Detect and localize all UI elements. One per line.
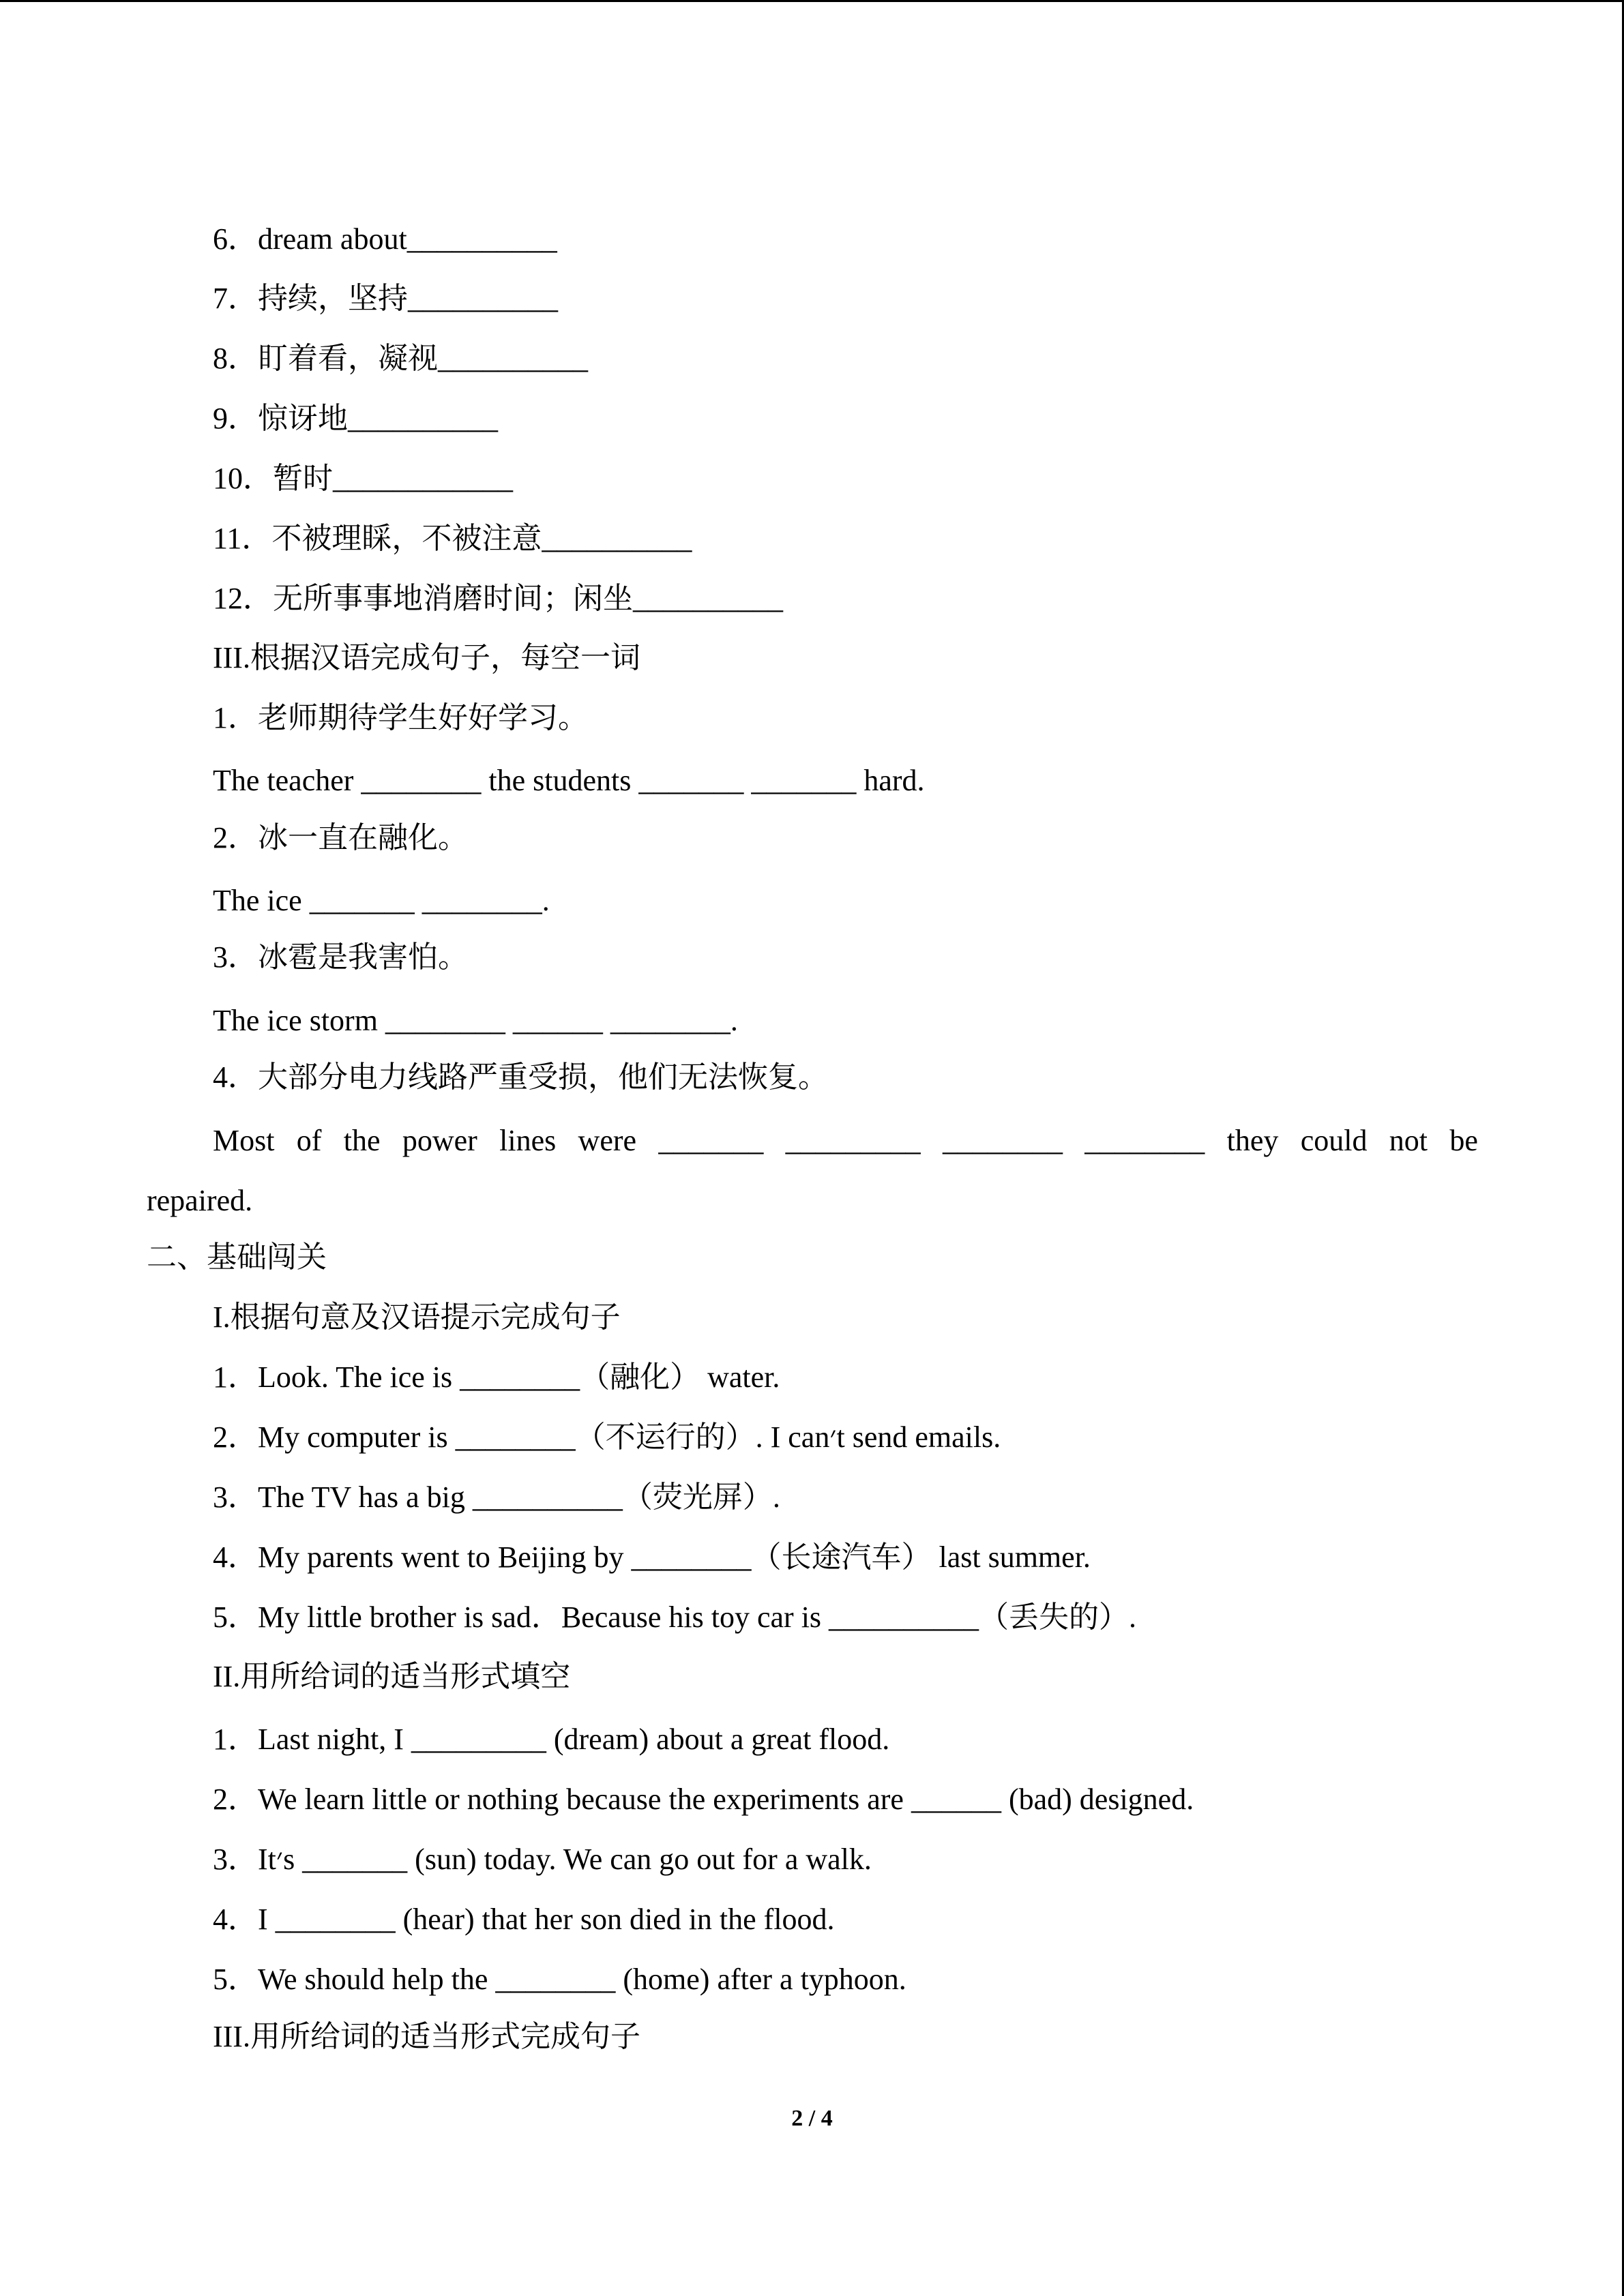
vocab-item-7: 7．持续，坚持__________	[213, 282, 558, 315]
exercise-item: 2．We learn little or nothing because the experiments are ______ (bad) designed.	[213, 1783, 1194, 1816]
vocab-item-6: 6．dream about__________	[213, 222, 557, 256]
blank: ________	[1084, 1124, 1205, 1157]
section-heading: III.根据汉语完成句子，每空一词	[213, 641, 640, 674]
exercise-item: 1．Last night, I _________ (dream) about a great flood.	[213, 1723, 890, 1756]
word: of	[296, 1124, 322, 1157]
question-sentence: The ice storm ________ ______ ________.	[213, 1004, 738, 1037]
question-sentence-continuation: repaired.	[147, 1184, 253, 1217]
word: were	[578, 1124, 637, 1157]
blank: _________	[785, 1124, 921, 1157]
word: could	[1300, 1124, 1368, 1157]
question-sentence-justified	[213, 1120, 1478, 1161]
section-heading: II.用所给词的适当形式填空	[213, 1660, 571, 1693]
question-prompt: 2．冰一直在融化。	[213, 821, 468, 854]
blank: ________	[942, 1124, 1063, 1157]
question-prompt: 4．大部分电力线路严重受损，他们无法恢复。	[213, 1060, 828, 1094]
exercise-item: 4．I ________ (hear) that her son died in the flood.	[213, 1903, 835, 1936]
vocab-item-9: 9．惊讶地__________	[213, 402, 498, 435]
exercise-item: 1．Look. The ice is ________（融化） water.	[213, 1360, 780, 1394]
word: not	[1389, 1124, 1428, 1157]
word: be	[1449, 1124, 1478, 1157]
exercise-item: 3．The TV has a big __________（荧光屏）.	[213, 1480, 780, 1514]
exercise-item: 5．My little brother is sad．Because his toy car is __________（丢失的）.	[213, 1600, 1137, 1634]
page-number: 2 / 4	[791, 2106, 833, 2131]
word: lines	[499, 1124, 557, 1157]
word: the	[343, 1124, 381, 1157]
blank: _______	[658, 1124, 764, 1157]
question-prompt: 3．冰雹是我害怕。	[213, 940, 468, 974]
section-heading: III.用所给词的适当形式完成句子	[213, 2020, 640, 2053]
section-heading: I.根据句意及汉语提示完成句子	[213, 1300, 621, 1334]
word: they	[1226, 1124, 1279, 1157]
vocab-item-11: 11．不被理睬，不被注意__________	[213, 522, 692, 555]
vocab-item-12: 12．无所事事地消磨时间；闲坐__________	[213, 582, 783, 615]
exercise-item: 4．My parents went to Beijing by ________（长途汽车） last summer.	[213, 1540, 1091, 1574]
question-sentence: The teacher ________ the students _______ _______ hard.	[213, 764, 925, 797]
vocab-item-8: 8．盯着看，凝视__________	[213, 342, 588, 375]
exercise-item: 5．We should help the ________ (home) after a typhoon.	[213, 1963, 906, 1996]
word: power	[402, 1124, 477, 1157]
part-heading: 二、基础闯关	[147, 1240, 327, 1274]
exercise-item: 3．It׳s _______ (sun) today. We can go out for a walk.	[213, 1843, 872, 1876]
exercise-item: 2．My computer is ________（不运行的）. I can׳t send emails.	[213, 1420, 1001, 1454]
question-prompt: 1．老师期待学生好好学习。	[213, 701, 588, 734]
question-sentence: The ice _______ ________.	[213, 884, 550, 917]
word: Most	[213, 1124, 275, 1157]
vocab-item-10: 10．暂时____________	[213, 462, 513, 495]
